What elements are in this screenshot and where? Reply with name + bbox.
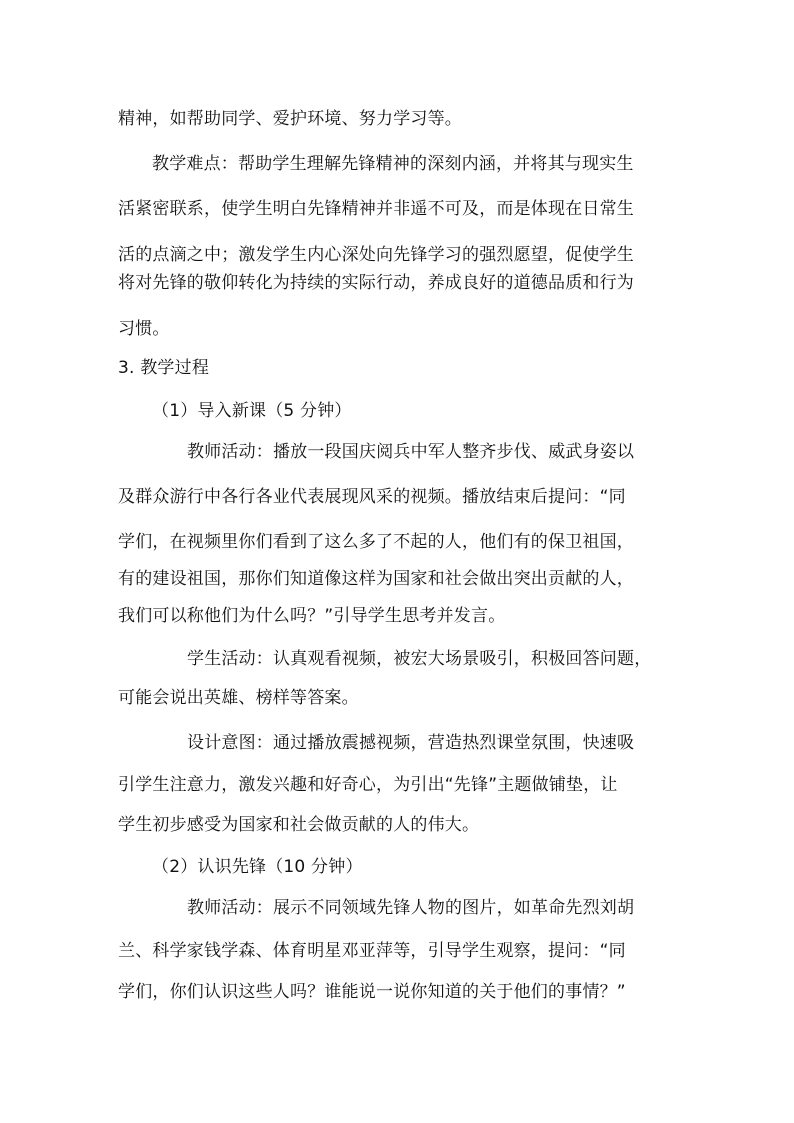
text-line-6: 习惯。 — [118, 319, 170, 339]
text-line-20: 教师活动：展示不同领域先锋人物的图片，如革命先烈刘胡 — [187, 898, 635, 918]
subheading-know-pioneers: （2）认识先锋（10 分钟） — [152, 857, 363, 877]
text-line-9: 教师活动：播放一段国庆阅兵中军人整齐步伐、威武身姿以 — [187, 442, 635, 462]
text-line-16: 设计意图：通过播放震撼视频，营造热烈课堂氛围，快速吸 — [187, 733, 635, 753]
text-line-22: 学们，你们认识这些人吗？谁能说一说你知道的关于他们的事情？” — [118, 982, 626, 1002]
text-line-13: 我们可以称他们为什么吗？”引导学生思考并发言。 — [118, 606, 506, 626]
text-line-2: 教学难点：帮助学生理解先锋精神的深刻内涵，并将其与现实生 — [152, 154, 634, 174]
text-line-18: 学生初步感受为国家和社会做贡献的人的伟大。 — [118, 815, 480, 835]
text-line-21: 兰、科学家钱学森、体育明星邓亚萍等，引导学生观察，提问：“同 — [118, 941, 626, 961]
text-line-4: 活的点滴之中；激发学生内心深处向先锋学习的强烈愿望，促使学生 — [118, 245, 634, 265]
text-line-10: 及群众游行中各行各业代表展现风采的视频。播放结束后提问：“同 — [118, 487, 626, 507]
text-line-15: 可能会说出英雄、榜样等答案。 — [118, 688, 359, 708]
subheading-intro: （1）导入新课（5 分钟） — [152, 401, 352, 421]
section-heading-teaching-process: 3. 教学过程 — [118, 358, 210, 378]
text-line-11: 学们，在视频里你们看到了这么多了不起的人，他们有的保卫祖国， — [118, 532, 634, 552]
text-line-1: 精神，如帮助同学、爱护环境、努力学习等。 — [118, 109, 462, 129]
text-line-5: 将对先锋的敬仰转化为持续的实际行动，养成良好的道德品质和行为 — [118, 273, 634, 293]
text-line-12: 有的建设祖国，那你们知道像这样为国家和社会做出突出贡献的人， — [118, 569, 634, 589]
text-line-17: 引学生注意力，激发兴趣和好奇心，为引出“先锋”主题做铺垫，让 — [118, 775, 618, 795]
text-line-14: 学生活动：认真观看视频，被宏大场景吸引，积极回答问题， — [187, 649, 652, 669]
text-line-3: 活紧密联系，使学生明白先锋精神并非遥不可及，而是体现在日常生 — [118, 199, 634, 219]
